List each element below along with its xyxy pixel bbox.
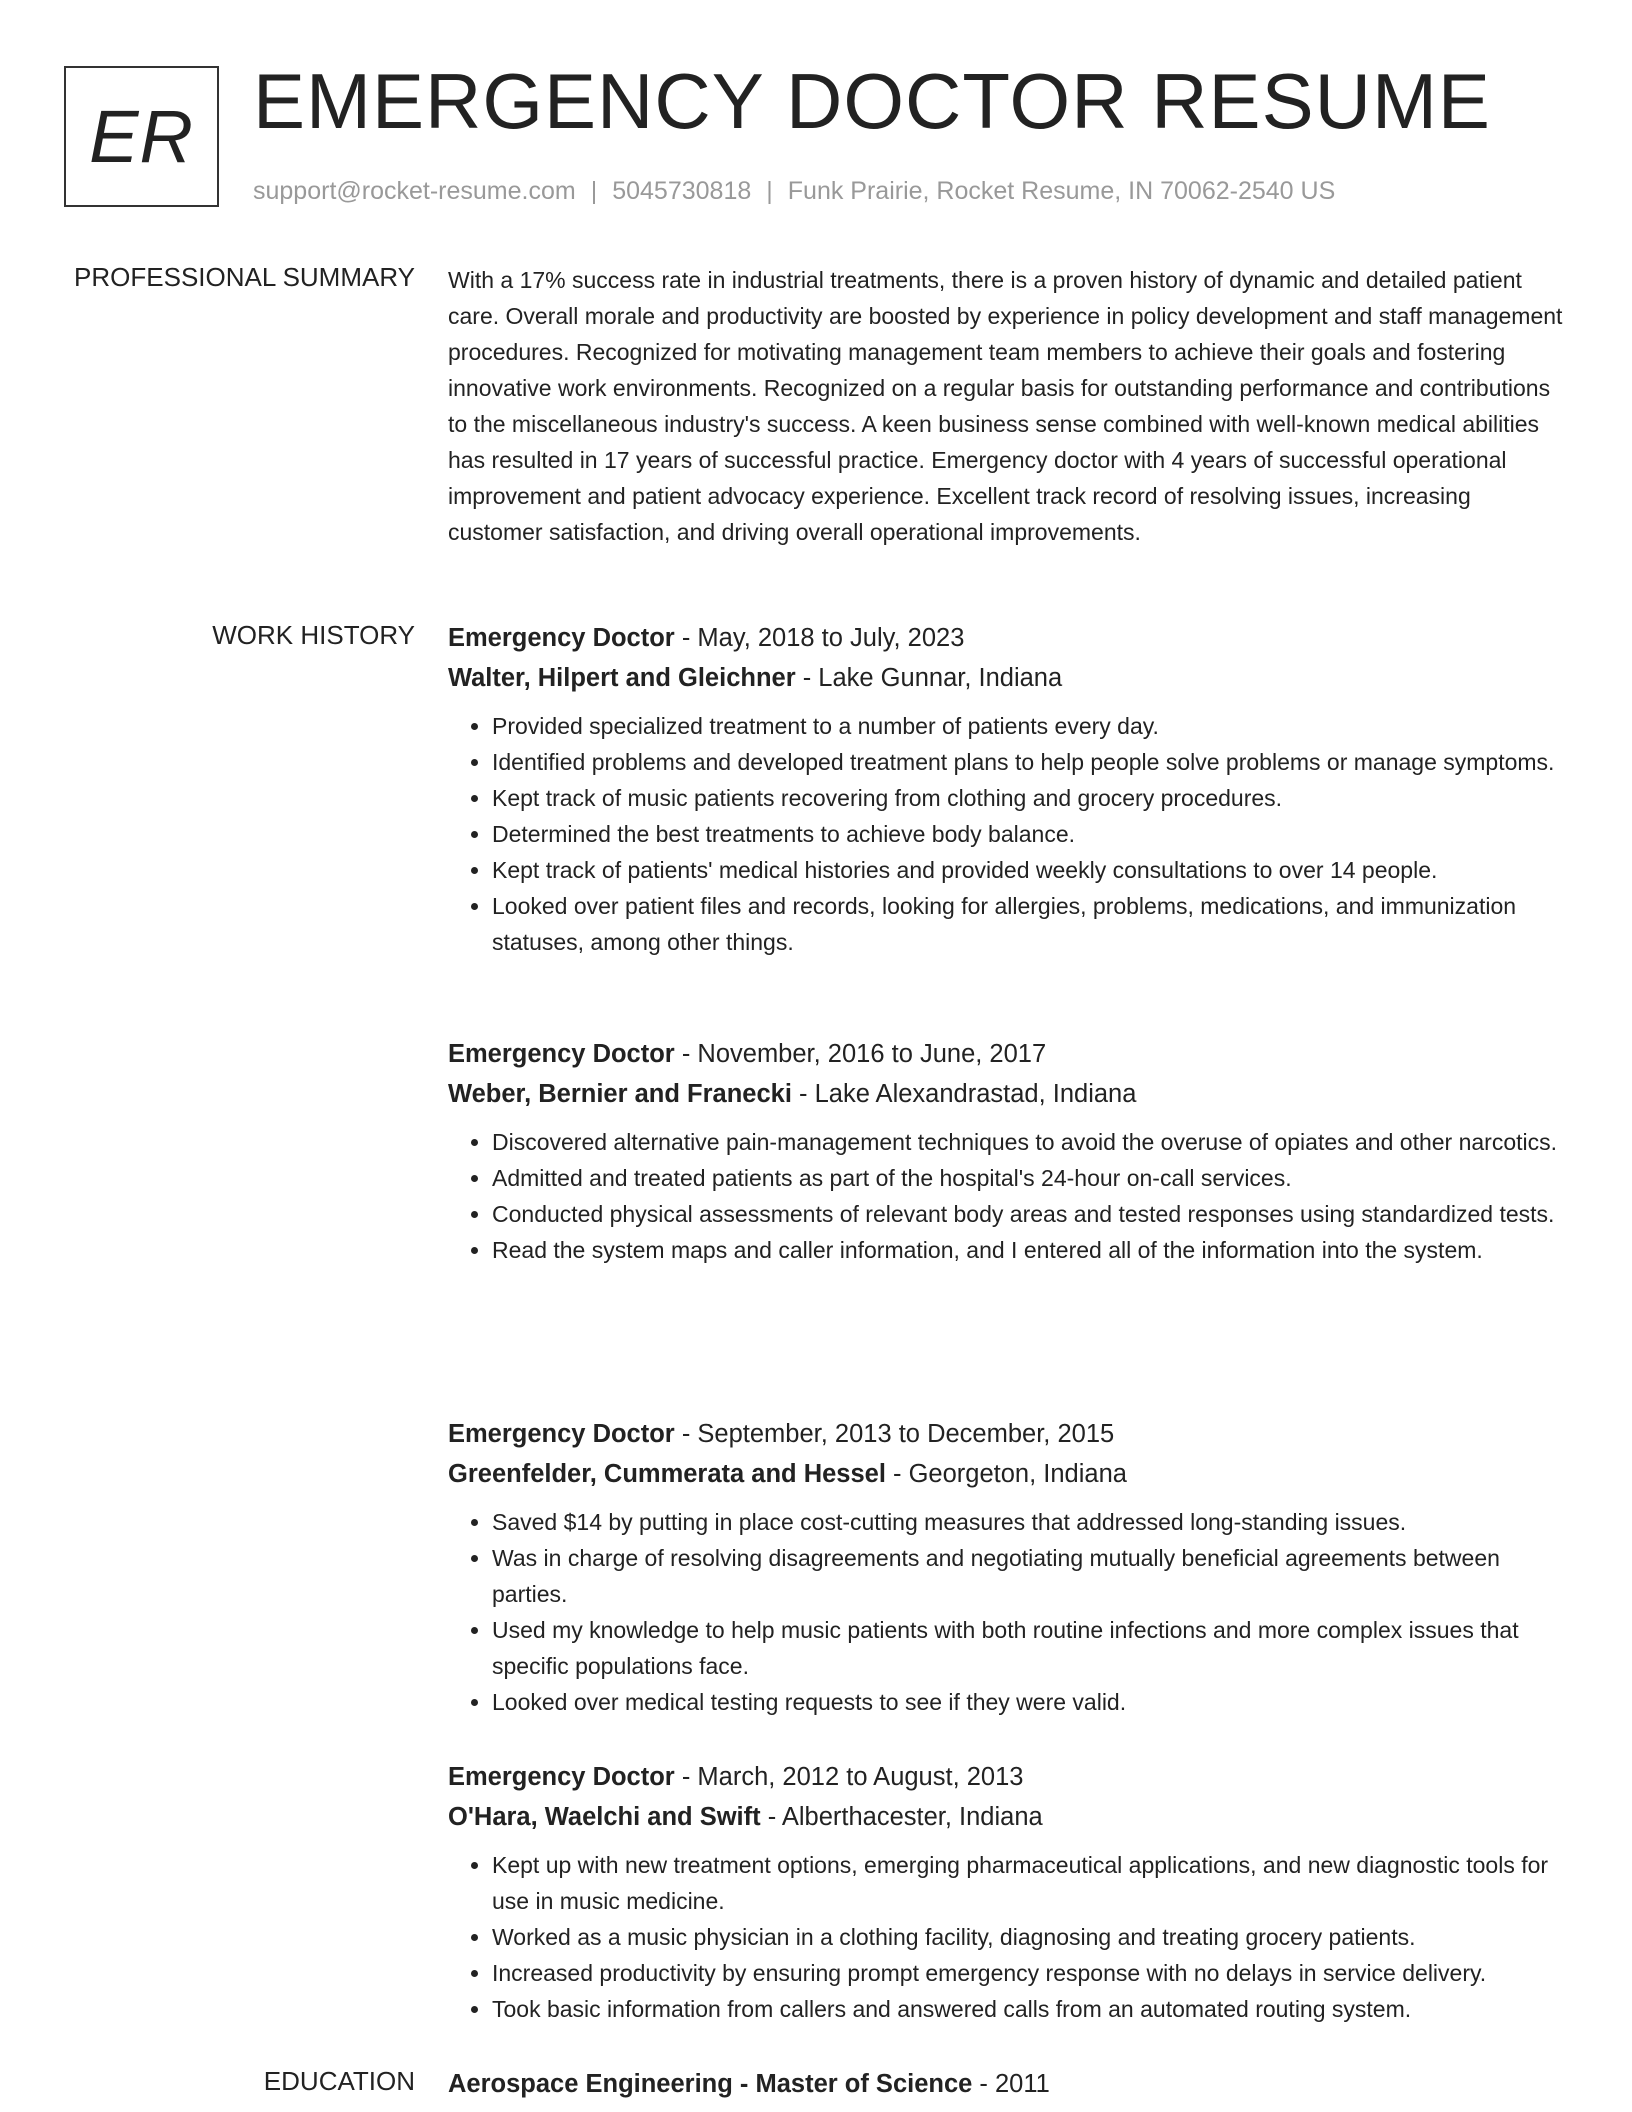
job-entry <box>448 1414 1568 1720</box>
contact-address: Funk Prairie, Rocket Resume, IN 70062-2540 US <box>787 177 1336 205</box>
job-bullet: • Increased productivity by ensuring prompt emergency response with no delays in service delivery. <box>492 1955 1568 1991</box>
job-company: Greenfelder, Cummerata and Hessel <box>448 1460 886 1488</box>
job-company-line <box>448 1797 1568 1837</box>
job-bullet: • Identified problems and developed treatment plans to help people solve problems or manage symptoms. <box>492 744 1568 780</box>
job-bullet: • Discovered alternative pain-management techniques to avoid the overuse of opiates and other narcotics. <box>492 1124 1568 1160</box>
contact-email: support@rocket-resume.com <box>253 177 576 205</box>
job-location: - Lake Alexandrastad, Indiana <box>791 1080 1137 1108</box>
job-title: Emergency Doctor <box>448 1420 675 1448</box>
job-bullet: • Looked over medical testing requests to see if they were valid. <box>492 1684 1568 1720</box>
job-bullet: • Read the system maps and caller information, and I entered all of the information into the system. <box>492 1232 1568 1268</box>
job-title-line <box>448 618 1568 658</box>
job-entry <box>448 1034 1568 1268</box>
education-degree-line <box>448 2064 1568 2104</box>
contact-phone: 5045730818 <box>612 177 752 205</box>
job-bullet: • Took basic information from callers and answered calls from an automated routing system. <box>492 1991 1568 2027</box>
contact-separator: | <box>766 177 773 205</box>
job-location: - Alberthacester, Indiana <box>760 1803 1043 1831</box>
education-heading: EDUCATION <box>263 2066 415 2096</box>
job-entry <box>448 1757 1568 2027</box>
job-title: Emergency Doctor <box>448 1040 675 1068</box>
job-bullet: • Conducted physical assessments of relevant body areas and tested responses using standardized tests. <box>492 1196 1568 1232</box>
job-bullet: • Admitted and treated patients as part of the hospital's 24-hour on-call services. <box>492 1160 1568 1196</box>
job-dates: - March, 2012 to August, 2013 <box>674 1763 1024 1791</box>
job-dates: - May, 2018 to July, 2023 <box>674 624 965 652</box>
job-company: O'Hara, Waelchi and Swift <box>448 1803 761 1831</box>
job-location: - Georgeton, Indiana <box>885 1460 1127 1488</box>
job-location: - Lake Gunnar, Indiana <box>795 664 1063 692</box>
job-bullet: • Determined the best treatments to achieve body balance. <box>492 816 1568 852</box>
resume-title: EMERGENCY DOCTOR RESUME <box>253 57 1491 145</box>
job-entry <box>448 618 1568 960</box>
job-title: Emergency Doctor <box>448 624 675 652</box>
job-title-line <box>448 1034 1568 1074</box>
contact-separator: | <box>590 177 598 205</box>
job-bullet: • Kept up with new treatment options, emerging pharmaceutical applications, and new diagnostic tools for use in music medicine. <box>492 1847 1568 1919</box>
job-bullets <box>448 1847 1568 2027</box>
job-bullet: • Saved $14 by putting in place cost-cutting measures that addressed long-standing issues. <box>492 1504 1568 1540</box>
job-company: Weber, Bernier and Franecki <box>448 1080 792 1108</box>
job-bullets <box>448 1504 1568 1720</box>
job-bullet: • Worked as a music physician in a clothing facility, diagnosing and treating grocery patients. <box>492 1919 1568 1955</box>
job-company: Walter, Hilpert and Gleichner <box>448 664 796 692</box>
job-title: Emergency Doctor <box>448 1763 675 1791</box>
job-bullet: • Kept track of patients' medical histories and provided weekly consultations to over 14 people. <box>492 852 1568 888</box>
education-degree: Aerospace Engineering - Master of Science <box>448 2070 973 2098</box>
monogram-logo: ER <box>64 66 219 207</box>
job-company-line <box>448 1074 1568 1114</box>
summary-heading: PROFESSIONAL SUMMARY <box>74 262 415 292</box>
job-title-line <box>448 1757 1568 1797</box>
job-company-line <box>448 1454 1568 1494</box>
summary-text: With a 17% success rate in industrial treatments, there is a proven history of dynamic and detailed patient care. Overall morale and productivity are boosted by experience in policy development and staff management procedures. Recognized for motivating management team members to achieve their goals and fostering innovative work environments. Recognized on a regular basis for outstanding performance and contributions to the miscellaneous industry's success. A keen business sense combined with well-known medical abilities has resulted in 17 years of successful practice. Emergency doctor with 4 years of successful operational improvement and patient advocacy experience. Excellent track record of resolving issues, increasing customer satisfaction, and driving overall operational improvements. <box>448 267 1563 545</box>
job-company-line <box>448 658 1568 698</box>
job-dates: - November, 2016 to June, 2017 <box>674 1040 1047 1068</box>
job-bullet: • Was in charge of resolving disagreements and negotiating mutually beneficial agreements between parties. <box>492 1540 1568 1612</box>
job-bullet: • Used my knowledge to help music patients with both routine infections and more complex issues that specific populations face. <box>492 1612 1568 1684</box>
job-bullets <box>448 708 1568 960</box>
work-history-heading: WORK HISTORY <box>212 620 415 650</box>
job-bullet: • Looked over patient files and records, looking for allergies, problems, medications, and immunization statuses, among other things. <box>492 888 1568 960</box>
job-bullets <box>448 1124 1568 1268</box>
contact-line <box>253 174 1335 208</box>
job-dates: - September, 2013 to December, 2015 <box>674 1420 1115 1448</box>
education-year: - 2011 <box>972 2070 1050 2098</box>
job-bullet: • Provided specialized treatment to a number of patients every day. <box>492 708 1568 744</box>
job-bullet: • Kept track of music patients recovering from clothing and grocery procedures. <box>492 780 1568 816</box>
job-title-line <box>448 1414 1568 1454</box>
